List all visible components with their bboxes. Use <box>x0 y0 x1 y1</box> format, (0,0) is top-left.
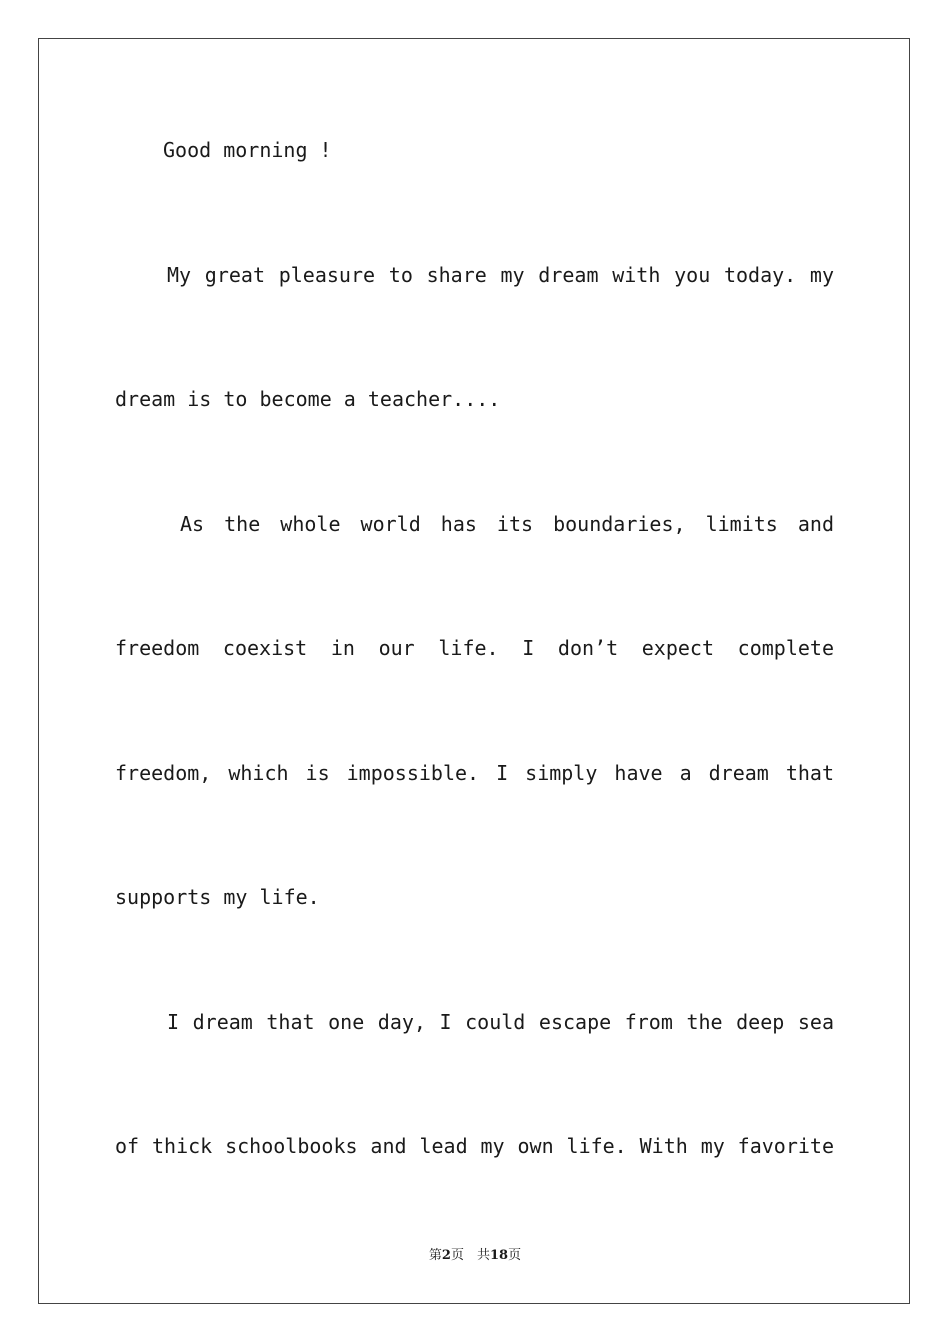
total-page-count: 18 <box>489 1248 509 1263</box>
greeting-line: Good morning ! <box>163 138 332 162</box>
footer-middle: 页 共 <box>450 1248 490 1263</box>
footer-prefix: 第 <box>428 1248 442 1263</box>
paragraph-line: My great pleasure to share my dream with you today. my <box>167 263 834 287</box>
paragraph-line: As the whole world has its boundaries, limits and <box>180 512 834 536</box>
paragraph-line: supports my life. <box>115 885 320 909</box>
paragraph-line: of thick schoolbooks and lead my own life. With my favorite <box>115 1134 834 1158</box>
page-border <box>38 38 910 1304</box>
paragraph-line: dream is to become a teacher.... <box>115 387 501 411</box>
page-footer <box>0 1247 950 1265</box>
current-page-number: 2 <box>441 1248 451 1263</box>
footer-suffix: 页 <box>508 1248 522 1263</box>
paragraph-line: freedom coexist in our life. I don’t expect complete <box>115 636 834 660</box>
paragraph-line: I dream that one day, I could escape from the deep sea <box>167 1010 834 1034</box>
paragraph-line: freedom, which is impossible. I simply have a dream that <box>115 761 834 785</box>
